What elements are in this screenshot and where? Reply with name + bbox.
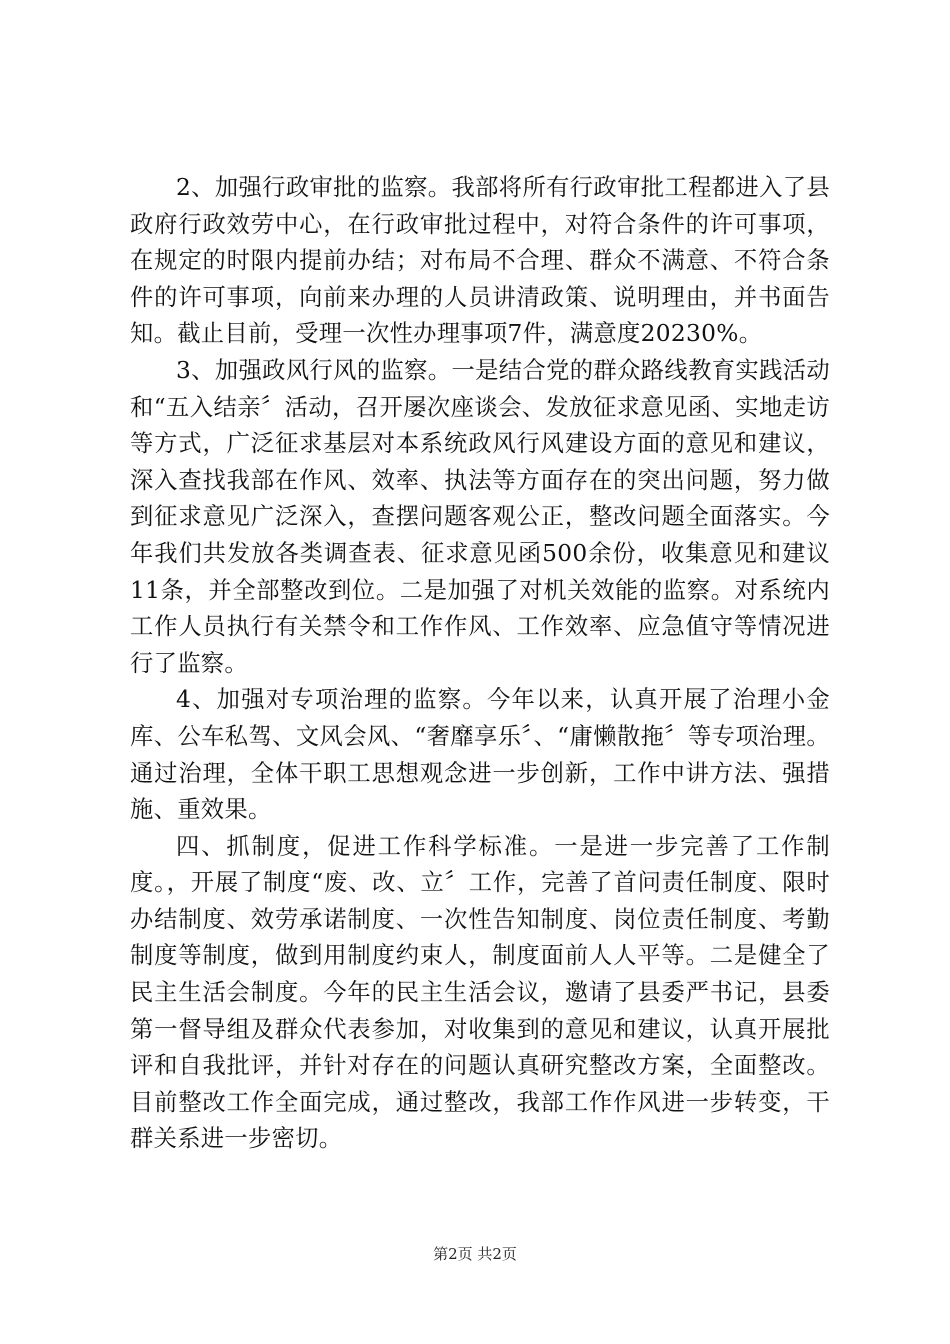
paragraph-special-governance: 4、加强对专项治理的监察。今年以来，认真开展了治理小金库、公车私驾、文风会风、“奢靡享乐〞、“庸懒散拖〞等专项治理。通过治理，全体干职工思想观念进一步创新，工作中讲方法、强措施、重效果。 [130,686,830,824]
paragraph-style-supervision: 3、加强政风行风的监察。一是结合党的群众路线教育实践活动和“五入结亲〞活动，召开屡次座谈会、发放征求意见函、实地走访等方式，广泛征求基层对本系统政风行风建设方面的意见和建议，深入查找我部在作风、效率、执法等方面存在的突出问题，努力做到征求意见广泛深入，查摆问题客观公正，整改问题全面落实。今年我们共发放各类调查表、征求意见函500余份，收集意见和建议11条，并全部整改到位。二是加强了对机关效能的监察。对系统内工作人员执行有关禁令和工作作风、工作效率、应急值守等情况进行了监察。 [130,356,830,677]
page-number: 第2页 共2页 [433,1245,517,1263]
paragraph-administrative-approval: 2、加强行政审批的监察。我部将所有行政审批工程都进入了县政府行政效劳中心，在行政审批过程中，对符合条件的许可事项，在规定的时限内提前办结；对布局不合理、群众不满意、不符合条件的许可事项，向前来办理的人员讲清政策、说明理由，并书面告知。截止目前，受理一次性办理事项7件，满意度20230%。 [130,174,830,348]
page-footer [0,1244,950,1264]
document-body [130,170,830,1158]
paragraph-system-building: 四、抓制度，促进工作科学标准。一是进一步完善了工作制度。，开展了制度“废、改、立〞工作，完善了首问责任制度、限时办结制度、效劳承诺制度、一次性告知制度、岗位责任制度、考勤制度等制度，做到用制度约束人，制度面前人人平等。二是健全了民主生活会制度。今年的民主生活会议，邀请了县委严书记，县委第一督导组及群众代表参加，对收集到的意见和建议，认真开展批评和自我批评，并针对存在的问题认真研究整改方案，全面整改。目前整改工作全面完成，通过整改，我部工作作风进一步转变，干群关系进一步密切。 [130,832,830,1153]
